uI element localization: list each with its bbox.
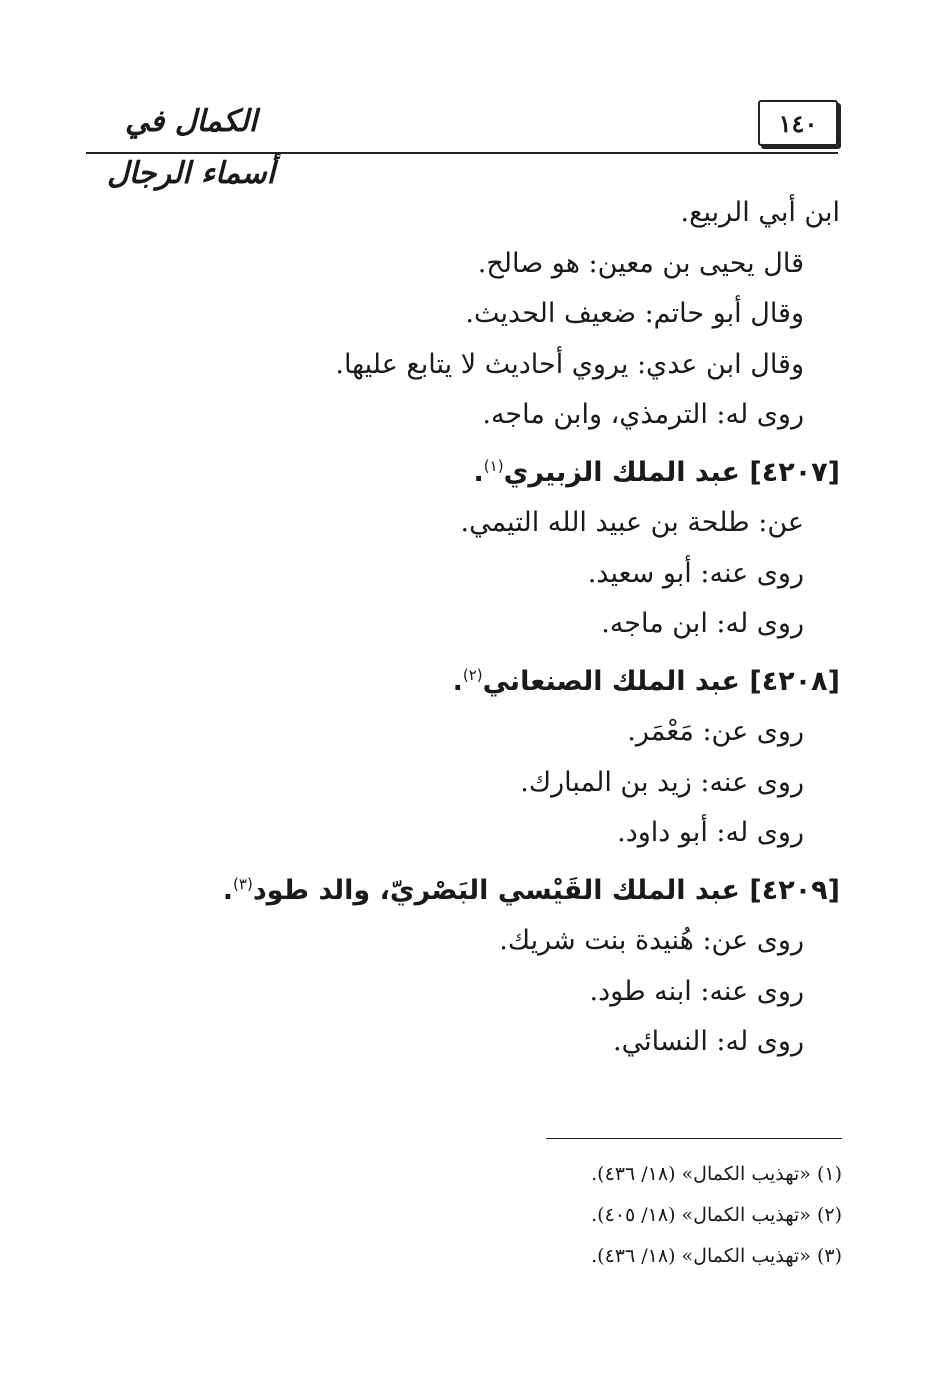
text-line: وقال ابن عدي: يروي أحاديث لا يتابع عليها.: [335, 348, 804, 380]
text-line: روى عن: هُنيدة بنت شريك.: [499, 925, 804, 956]
text-line: روى عن: مَعْمَر.: [627, 716, 804, 747]
entry-heading: [٤٢٠٧] عبد الملك الزبيري$^{(١)}$.: [473, 456, 840, 488]
text-line: ابن أبي الربيع.: [680, 197, 840, 228]
footnotes: [342, 1154, 842, 1277]
text-line: قال يحيى بن معين: هو صالح.: [477, 247, 804, 279]
text-line: روى عنه: أبو سعيد.: [587, 557, 804, 589]
footnote-2: (٢) «تهذيب الكمال» (١٨/ ٤٠٥).: [591, 1204, 842, 1226]
text-line: روى عنه: ابنه طود.: [589, 975, 804, 1007]
text-line: روى له: ابن ماجه.: [601, 608, 804, 639]
footnote-separator: [546, 1138, 842, 1139]
page-number: ١٤٠: [758, 100, 838, 146]
running-title: الكمال في أسماء الرجال: [106, 104, 276, 191]
header-rule: [86, 152, 838, 154]
text-line: وقال أبو حاتم: ضعيف الحديث.: [465, 298, 804, 329]
page-header: [86, 96, 838, 191]
entry-heading: [٤٢٠٩] عبد الملك القَيْسي البَصْريّ، والد طود$^{(٣)}$.: [222, 874, 840, 906]
main-text: [222, 188, 840, 1068]
entry-heading: [٤٢٠٨] عبد الملك الصنعاني$^{(٢)}$.: [452, 665, 840, 697]
text-line: روى له: الترمذي، وابن ماجه.: [482, 399, 804, 430]
text-line: روى عنه: زيد بن المبارك.: [520, 766, 804, 798]
text-line: روى له: أبو داود.: [617, 817, 804, 848]
footnote-1: (١) «تهذيب الكمال» (١٨/ ٤٣٦).: [591, 1163, 842, 1185]
footnote-marker: (١): [483, 456, 504, 475]
footnote-marker: (٢): [462, 665, 483, 684]
footnote-marker: (٣): [233, 874, 253, 893]
text-line: روى له: النسائي.: [613, 1026, 804, 1057]
footnote-3: (٣) «تهذيب الكمال» (١٨/ ٤٣٦).: [591, 1245, 842, 1267]
text-line: عن: طلحة بن عبيد الله التيمي.: [460, 507, 804, 538]
